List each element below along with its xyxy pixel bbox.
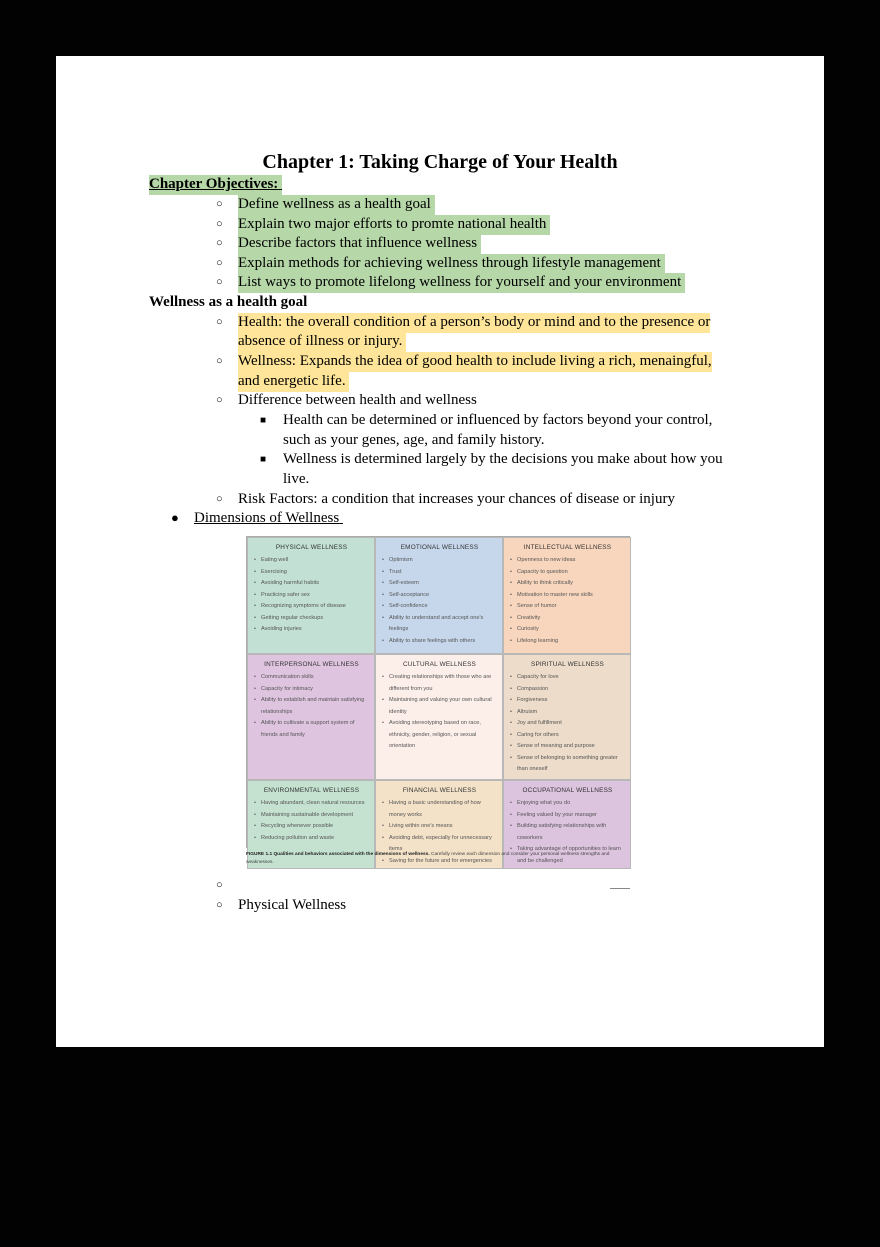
cell-item: • Creativity — [510, 613, 625, 625]
health-definition-line2: absence of illness or injury. — [238, 332, 406, 352]
objective-item: Define wellness as a health goal — [238, 195, 435, 215]
cell-item: • Reducing pollution and waste — [254, 833, 369, 845]
hollow-bullet-icon: ○ — [216, 198, 223, 210]
cell-emotional-wellness — [375, 537, 503, 654]
cell-item: • Ability to cultivate a support system of friends and family — [254, 718, 369, 741]
cell-item: • Forgiveness — [510, 695, 625, 707]
hollow-bullet-icon: ○ — [216, 218, 223, 230]
cell-item: • Self-acceptance — [382, 590, 497, 602]
cell-item: • Maintaining and valuing your own cultural identity — [382, 695, 497, 718]
cell-item: • Capacity for intimacy — [254, 684, 369, 696]
cell-item: • Capacity to question — [510, 567, 625, 579]
cell-item: • Sense of belonging to something greater than oneself — [510, 753, 625, 776]
difference-item: Difference between health and wellness — [238, 392, 477, 408]
risk-factors-item: Risk Factors: a condition that increases your chances of disease or injury — [238, 491, 675, 507]
cell-physical-wellness — [247, 537, 375, 654]
hollow-bullet-icon: ○ — [216, 237, 223, 249]
physical-wellness-item: Physical Wellness — [238, 897, 347, 913]
hollow-bullet-icon: ○ — [216, 493, 223, 505]
objectives-heading: Chapter Objectives: — [149, 175, 282, 195]
cell-title: OCCUPATIONAL WELLNESS — [522, 787, 613, 794]
cell-item: • Creating relationships with those who are different from you — [382, 672, 497, 695]
cell-item: • Caring for others — [510, 730, 625, 742]
hollow-bullet-icon: ○ — [216, 257, 223, 269]
cell-item: • Taking advantage of opportunities to learn and be challenged — [510, 844, 625, 867]
cell-title: FINANCIAL WELLNESS — [402, 787, 477, 794]
wellness-definition-line2: and energetic life. — [238, 372, 349, 392]
cell-interpersonal-wellness — [247, 654, 375, 780]
cell-item: • Maintaining sustainable development — [254, 810, 369, 822]
section-heading: Wellness as a health goal — [149, 294, 308, 310]
cell-item: • Avoiding harmful habits — [254, 578, 369, 590]
cell-item: • Optimism — [382, 555, 497, 567]
cell-item: • Recycling whenever possible — [254, 821, 369, 833]
cell-title: EMOTIONAL WELLNESS — [400, 544, 479, 551]
wellness-definition-line1: Wellness: Expands the idea of good health to include living a rich, menaingful, — [238, 352, 712, 372]
dimensions-of-wellness-link[interactable]: Dimensions of Wellness — [194, 510, 340, 526]
cell-item: • Ability to share feelings with others — [382, 636, 497, 648]
cell-item: • Feeling valued by your manager — [510, 810, 625, 822]
cell-intellectual-wellness — [503, 537, 631, 654]
hollow-bullet-icon: ○ — [216, 899, 223, 911]
sub-item-wellness-line1: Wellness is determined largely by the decisions you make about how you — [283, 451, 723, 467]
sub-item-health-line1: Health can be determined or influenced by factors beyond your control, — [283, 412, 713, 428]
cell-item: • Communication skills — [254, 672, 369, 684]
objective-item: Explain methods for achieving wellness through lifestyle management — [238, 254, 665, 274]
cell-item: • Motivation to master new skills — [510, 590, 625, 602]
dimensions-of-wellness-figure — [246, 536, 630, 866]
cell-spiritual-wellness — [503, 654, 631, 780]
objective-item: List ways to promote lifelong wellness for yourself and your environment — [238, 273, 685, 293]
cell-item: • Ability to understand and accept one's feelings — [382, 613, 497, 636]
cell-cultural-wellness — [375, 654, 503, 780]
sub-item-wellness-line2: live. — [283, 471, 310, 487]
cell-title: ENVIRONMENTAL WELLNESS — [263, 787, 360, 794]
cell-item: • Curiosity — [510, 624, 625, 636]
hollow-bullet-icon: ○ — [216, 879, 223, 891]
cell-item: • Avoiding debt, especially for unnecessary items — [382, 833, 497, 856]
cell-item: • Exercising — [254, 567, 369, 579]
square-bullet-icon: ■ — [260, 415, 267, 426]
cell-title: CULTURAL WELLNESS — [402, 661, 476, 668]
cell-item: • Self-esteem — [382, 578, 497, 590]
cell-item: • Building satisfying relationships with coworkers — [510, 821, 625, 844]
cell-item: • Avoiding stereotyping based on race, ethnicity, gender, religion, or sexual orientation — [382, 718, 497, 753]
cell-item: • Compassion — [510, 684, 625, 696]
cell-title: SPIRITUAL WELLNESS — [531, 661, 604, 668]
cell-item: • Practicing safer sex — [254, 590, 369, 602]
objective-item: Explain two major efforts to promte national health — [238, 215, 550, 235]
cell-title: PHYSICAL WELLNESS — [275, 544, 348, 551]
cell-item: • Self-confidence — [382, 601, 497, 613]
cell-item: • Ability to think critically — [510, 578, 625, 590]
cell-item: • Recognizing symptoms of disease — [254, 601, 369, 613]
hollow-bullet-icon: ○ — [216, 316, 223, 328]
cell-item: • Ability to establish and maintain satisfying relationships — [254, 695, 369, 718]
hollow-bullet-icon: ○ — [216, 276, 223, 288]
sub-item-health-line2: such as your genes, age, and family history. — [283, 432, 545, 448]
figure-rule — [610, 888, 630, 889]
disc-bullet-icon: ● — [171, 510, 179, 525]
cell-item: • Having abundant, clean natural resources — [254, 798, 369, 810]
cell-item: • Openness to new ideas — [510, 555, 625, 567]
cell-item: • Living within one's means — [382, 821, 497, 833]
cell-item: • Saving for the future and for emergencies — [382, 856, 497, 868]
cell-item: • Getting regular checkups — [254, 613, 369, 625]
cell-item: • Sense of humor — [510, 601, 625, 613]
cell-item: • Eating well — [254, 555, 369, 567]
cell-item: • Joy and fulfillment — [510, 718, 625, 730]
cell-item: • Altruism — [510, 707, 625, 719]
square-bullet-icon: ■ — [260, 454, 267, 465]
cell-item: • Having a basic understanding of how money works — [382, 798, 497, 821]
document-page — [56, 56, 824, 1047]
hollow-bullet-icon: ○ — [216, 355, 223, 367]
cell-title: INTERPERSONAL WELLNESS — [264, 661, 359, 668]
hollow-bullet-icon: ○ — [216, 394, 223, 406]
cell-item: • Sense of meaning and purpose — [510, 741, 625, 753]
figure-caption: FIGURE 1.1 Qualities and behaviors associated with the dimensions of wellness. Carefully review each dimension and consider your personal wellness strengths and weaknesses. — [246, 852, 610, 865]
cell-item: • Avoiding injuries — [254, 624, 369, 636]
page-title: Chapter 1: Taking Charge of Your Health — [262, 151, 618, 173]
cell-title: INTELLECTUAL WELLNESS — [523, 544, 612, 551]
cell-item: • Capacity for love — [510, 672, 625, 684]
cell-item: • Trust — [382, 567, 497, 579]
objective-item: Describe factors that influence wellness — [238, 234, 481, 254]
cell-item: • Enjoying what you do — [510, 798, 625, 810]
cell-item: • Lifelong learning — [510, 636, 625, 648]
health-definition-line1: Health: the overall condition of a person’s body or mind and to the presence or — [238, 313, 710, 333]
